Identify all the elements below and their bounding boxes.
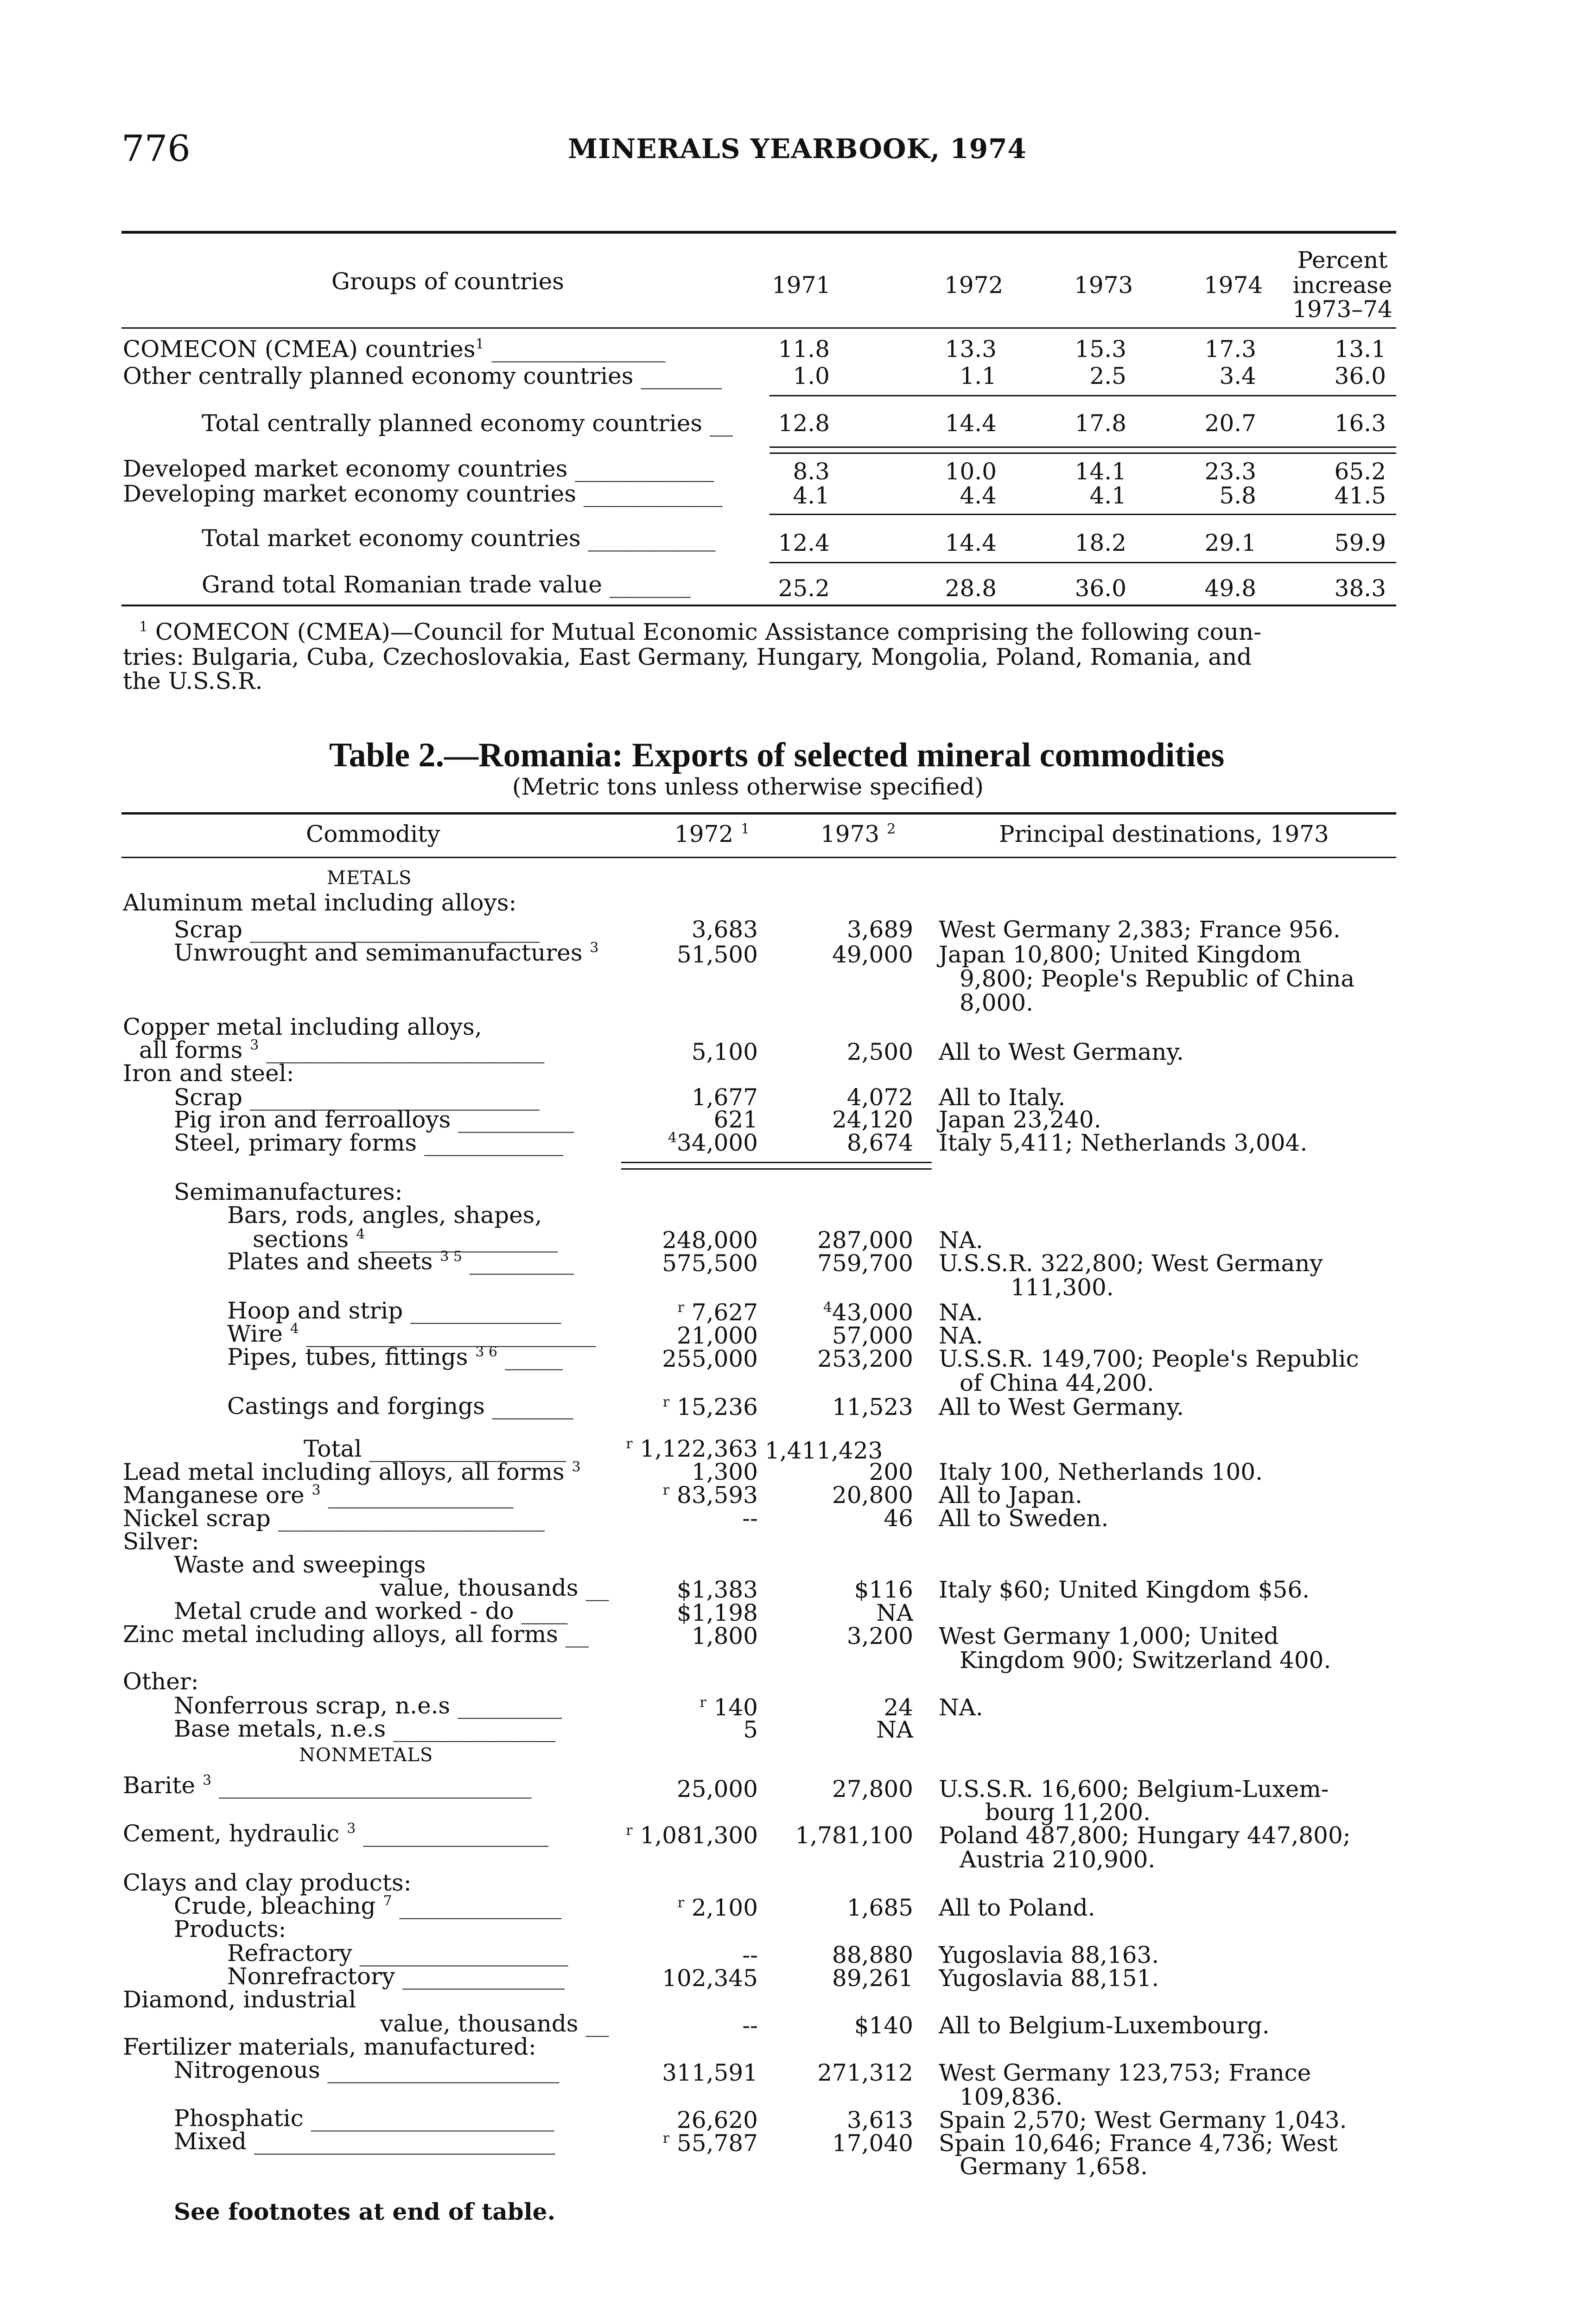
cell-text: __________________________: [254, 2128, 555, 2155]
cell-text: _____: [504, 1344, 563, 1370]
cell-text: _________________________: [249, 916, 540, 943]
cell-text: 311,591: [662, 2059, 758, 2086]
cell-text: 1,781,100: [795, 1822, 913, 1849]
cell-text: Pig iron and ferroalloys: [174, 1106, 451, 1133]
cell-text: 20,800: [832, 1482, 913, 1509]
cell-text: ______________: [393, 1715, 556, 1742]
cell-text: 3: [590, 940, 599, 956]
cell-text: 46: [884, 1505, 913, 1532]
cell-text: 8,000.: [960, 989, 1034, 1016]
cell-text: NA: [876, 1716, 913, 1743]
cell-text: 4: [356, 1226, 365, 1242]
cell-text: 248,000: [662, 1227, 758, 1254]
cell-text: Nitrogenous: [174, 2057, 320, 2083]
leader-dots: __: [709, 410, 733, 437]
cell-text: _________________: [369, 1435, 566, 1462]
t1-footnote-line3: the U.S.S.R.: [123, 668, 263, 694]
cell-text: 3: [572, 1459, 581, 1475]
cell-text: Germany 1,658.: [960, 2153, 1148, 2180]
cell-text: Japan 10,800; United Kingdom: [939, 941, 1302, 968]
cell-text: Spain 10,646; France 4,736; West: [939, 2130, 1338, 2157]
cell-text: 1972: [674, 821, 734, 847]
cell-text: ___________________________: [219, 1772, 532, 1799]
cell-text: Nonrefractory: [227, 1963, 395, 1990]
cell-text: 3,683: [691, 916, 758, 943]
t1-col-1974: 1974: [1204, 272, 1263, 299]
t2-col-1973: [820, 822, 896, 846]
cell-text: Poland 487,800; Hungary 447,800;: [939, 1822, 1351, 1849]
cell-text: 57,000: [832, 1322, 913, 1349]
cell-text: ________________________: [266, 1037, 545, 1063]
cell-text: Unwrought and semimanufactures: [174, 939, 583, 966]
cell-text: Wire: [227, 1320, 283, 1347]
t2-col-1972: [674, 822, 750, 846]
cell-pct: 41.5: [1334, 482, 1386, 509]
cell-text: ________________: [363, 1820, 549, 1847]
cell-text: 8,674: [846, 1129, 913, 1156]
t1-rule: [769, 562, 1396, 563]
cell-text: 11,523: [832, 1394, 913, 1420]
cell-text: _______________________: [278, 1505, 545, 1532]
t2-rule: [621, 1168, 932, 1170]
cell-1974: 17.3: [1204, 336, 1256, 363]
cell-text: Plates and sheets: [227, 1248, 433, 1275]
cell-text: Manganese ore: [123, 1482, 305, 1509]
cell-text: _________________________: [306, 1320, 596, 1347]
cell-1974: 23.3: [1204, 458, 1256, 485]
cell-text: 21,000: [677, 1322, 758, 1349]
cell-text: 89,261: [832, 1965, 913, 1992]
cell-text: Crude, bleaching: [174, 1892, 376, 1919]
cell-text: 4,072: [846, 1084, 913, 1111]
cell-text: Lead metal including alloys, all forms: [123, 1458, 565, 1485]
cell-text: U.S.S.R. 149,700; People's Republic: [939, 1345, 1359, 1372]
t1-col-1971: 1971: [772, 272, 831, 299]
cell-text: _________: [469, 1248, 574, 1275]
list-item: Fertilizer materials, manufactured:: [123, 2033, 536, 2060]
cell-text: 17,040: [832, 2130, 913, 2157]
cell-text: Total: [304, 1435, 362, 1462]
cell-text: Base metals, n.e.s: [174, 1715, 386, 1742]
cell-1974: 5.8: [1219, 482, 1256, 509]
cell-text: NA.: [939, 1694, 983, 1721]
list-item: Copper metal including alloys,: [123, 1013, 482, 1040]
table2-top-rule: [121, 812, 1396, 815]
table2-header-rule: [121, 857, 1396, 858]
cell-text: 1: [741, 821, 750, 837]
cell-text: 2,500: [846, 1038, 913, 1065]
list-item: Bars, rods, angles, shapes,: [227, 1202, 542, 1229]
cell-text: 7,627: [691, 1299, 758, 1326]
cell-text: West Germany 2,383; France 956.: [939, 916, 1341, 943]
leader-dots: _______________: [491, 336, 666, 363]
cell-text: $1,383: [677, 1576, 758, 1603]
cell-pct: 38.3: [1334, 575, 1386, 602]
cell-text: _________________________: [249, 1084, 540, 1111]
cell-text: r: [662, 1482, 670, 1498]
cell-text: r: [662, 2130, 670, 2146]
cell-text: Refractory: [227, 1940, 352, 1967]
cell-1972: 1.1: [960, 363, 997, 389]
cell-text: Yugoslavia 88,163.: [939, 1942, 1159, 1968]
cell-text: --: [742, 2012, 758, 2039]
t1-col-pct-3: 1973–74: [1292, 296, 1393, 323]
cell-1971: 1.0: [793, 363, 830, 389]
cell-text: --: [742, 1942, 758, 1968]
cell-text: ____: [521, 1598, 568, 1624]
cell-text: 1,411,423: [765, 1437, 883, 1464]
cell-text: 49,000: [832, 941, 913, 968]
cell-text: Castings and forgings: [227, 1393, 485, 1420]
cell-text: ____________________: [327, 2057, 560, 2083]
footnote-ref: 1: [475, 336, 484, 352]
cell-text: $140: [854, 2012, 913, 2039]
cell-text: of China 44,200.: [960, 1369, 1154, 1396]
cell-text: r: [677, 1895, 684, 1911]
cell-text: U.S.S.R. 322,800; West Germany: [939, 1250, 1323, 1277]
cell-text: 5,100: [691, 1038, 758, 1065]
cell-text: Spain 2,570; West Germany 1,043.: [939, 2107, 1347, 2133]
row-label: Total market economy countries: [202, 525, 581, 552]
cell-text: Hoop and strip: [227, 1297, 403, 1324]
cell-text: 102,345: [662, 1965, 758, 1992]
cell-1972: 10.0: [945, 458, 997, 485]
cell-text: 200: [869, 1458, 913, 1485]
cell-1971: 11.8: [778, 336, 830, 363]
cell-text: Italy 100, Netherlands 100.: [939, 1458, 1263, 1485]
cell-text: Scrap: [174, 916, 242, 943]
t2-col-destinations: Principal destinations, 1973: [999, 821, 1329, 847]
cell-text: 3 5: [440, 1248, 463, 1265]
cell-pct: 59.9: [1334, 529, 1386, 556]
cell-text: All to Belgium-Luxembourg.: [939, 2012, 1270, 2039]
cell-text: NA.: [939, 1322, 983, 1349]
section-heading-nonmetals: NONMETALS: [299, 1745, 433, 1766]
leader-dots: ___________: [588, 525, 716, 552]
cell-text: Phosphatic: [174, 2105, 304, 2132]
cell-text: 9,800; People's Republic of China: [960, 965, 1355, 992]
cell-text: Yugoslavia 88,151.: [939, 1965, 1159, 1992]
cell-text: 759,700: [817, 1250, 913, 1277]
cell-1973: 4.1: [1089, 482, 1126, 509]
cell-text: _________: [458, 1692, 562, 1719]
cell-text: Austria 210,900.: [960, 1846, 1156, 1873]
cell-text: All to West Germany.: [939, 1394, 1184, 1420]
cell-text: 575,500: [662, 1250, 758, 1277]
see-footnotes-note: See footnotes at end of table.: [174, 2198, 555, 2225]
cell-text: Nonferrous scrap, n.e.s: [174, 1692, 451, 1719]
cell-text: NA.: [939, 1227, 983, 1254]
cell-text: 255,000: [662, 1345, 758, 1372]
row-label: COMECON (CMEA) countries: [123, 336, 476, 363]
cell-text: 34,000: [677, 1129, 758, 1156]
cell-text: 271,312: [817, 2059, 913, 2086]
page-number: 776: [121, 128, 191, 170]
cell-text: ________________: [372, 1226, 558, 1253]
cell-text: ____________: [424, 1129, 563, 1156]
cell-text: 1,685: [846, 1894, 913, 1921]
cell-text: r: [677, 1299, 684, 1316]
cell-text: 2: [887, 821, 896, 837]
cell-text: 4: [823, 1299, 833, 1316]
cell-text: $116: [854, 1576, 913, 1603]
cell-text: value, thousands: [380, 1574, 579, 1601]
leader-dots: ____________: [583, 480, 723, 507]
cell-1973: 2.5: [1089, 363, 1126, 389]
row-label: Other centrally planned economy countries: [123, 363, 634, 389]
row-label: Developing market economy countries: [123, 480, 577, 507]
t2-rule: [621, 1162, 932, 1163]
t1-col-pct-2: increase: [1292, 272, 1393, 299]
section-heading-metals: METALS: [327, 867, 412, 889]
cell-text: All to Sweden.: [939, 1505, 1109, 1532]
cell-text: 287,000: [817, 1227, 913, 1254]
cell-text: __________: [458, 1106, 574, 1133]
cell-text: _____________________: [311, 2105, 554, 2132]
cell-text: 3: [347, 1821, 356, 1837]
cell-1971: 12.4: [778, 529, 830, 556]
cell-text: Scrap: [174, 1084, 242, 1111]
cell-text: U.S.S.R. 16,600; Belgium-Luxem-: [939, 1776, 1329, 1802]
cell-text: 43,000: [832, 1299, 913, 1326]
cell-text: __: [585, 2010, 609, 2037]
cell-text: Zinc metal including alloys, all forms: [123, 1621, 558, 1648]
cell-text: All to West Germany.: [939, 1038, 1184, 1065]
cell-text: All to Japan.: [939, 1482, 1082, 1509]
cell-text: Mixed: [174, 2128, 247, 2155]
cell-text: 88,880: [832, 1942, 913, 1968]
cell-text: 3: [203, 1772, 212, 1789]
list-item: Silver:: [123, 1528, 199, 1555]
t1-footnote-line2: tries: Bulgaria, Cuba, Czechoslovakia, East Germany, Hungary, Mongolia, Poland, Romania, and: [123, 643, 1252, 670]
table1-bottom-rule: [121, 605, 1396, 606]
row-label: Developed market economy countries: [123, 455, 568, 482]
cell-1971: 8.3: [793, 458, 830, 485]
cell-text: Metal crude and worked: [174, 1598, 463, 1624]
t1-col-1972: 1972: [944, 272, 1004, 299]
cell-text: 26,620: [677, 2107, 758, 2133]
cell-text: 1973: [820, 821, 880, 847]
cell-text: 3,689: [846, 916, 913, 943]
cell-text: 1,800: [691, 1623, 758, 1649]
cell-text: 253,200: [817, 1345, 913, 1372]
table1-top-rule: [121, 231, 1396, 234]
cell-1971: 12.8: [778, 410, 830, 437]
cell-text: 140: [713, 1694, 758, 1721]
cell-text: 51,500: [677, 941, 758, 968]
cell-1972: 4.4: [960, 482, 997, 509]
cell-text: 5: [743, 1716, 758, 1743]
cell-text: 2,100: [691, 1894, 758, 1921]
t1-col-1973: 1973: [1074, 272, 1133, 299]
cell-text: 15,236: [677, 1394, 758, 1420]
row-label: Grand total Romanian trade value: [202, 571, 602, 598]
cell-text: 3: [312, 1482, 321, 1498]
row-label: Total centrally planned economy countries: [202, 410, 703, 437]
cell-text: 1,677: [691, 1084, 758, 1111]
cell-text: $1,198: [677, 1599, 758, 1626]
cell-text: 24,120: [832, 1106, 913, 1133]
cell-text: Cement, hydraulic: [123, 1820, 340, 1847]
cell-text: Italy 5,411; Netherlands 3,004.: [939, 1129, 1308, 1156]
cell-text: sections: [253, 1226, 349, 1253]
cell-1973: 36.0: [1075, 575, 1126, 602]
cell-text: 24: [884, 1694, 913, 1721]
cell-1974: 3.4: [1219, 363, 1256, 389]
cell-text: NA: [876, 1599, 913, 1626]
cell-text: 4: [290, 1321, 299, 1337]
cell-text: r: [662, 1394, 670, 1410]
list-item: Iron and steel:: [123, 1060, 294, 1087]
cell-text: __________________: [359, 1940, 568, 1967]
cell-1972: 14.4: [945, 529, 997, 556]
cell-text: 1,081,300: [640, 1822, 758, 1849]
cell-1974: 20.7: [1204, 410, 1256, 437]
leader-dots: _______: [641, 363, 722, 389]
cell-text: 3: [250, 1037, 259, 1053]
cell-text: --: [742, 1505, 758, 1532]
cell-text: NA.: [939, 1299, 983, 1326]
cell-text: _____________: [410, 1297, 561, 1324]
cell-text: Italy $60; United Kingdom $56.: [939, 1576, 1310, 1603]
cell-text: 25,000: [677, 1776, 758, 1802]
t1-col-groups: Groups of countries: [331, 268, 564, 295]
cell-text: ________________: [328, 1482, 514, 1509]
t1-subtotal-rule: [769, 395, 1396, 396]
t2-col-commodity: Commodity: [306, 821, 440, 847]
cell-text: r: [699, 1694, 706, 1711]
cell-text: 3,613: [846, 2107, 913, 2133]
cell-text: 621: [713, 1106, 758, 1133]
leader-dots: _______: [609, 571, 691, 598]
cell-text: 3,200: [846, 1623, 913, 1649]
table2-title: Table 2.—Romania: Exports of selected mineral commodities: [329, 736, 1225, 774]
cell-pct: 16.3: [1334, 410, 1386, 437]
cell-text: West Germany 1,000; United: [939, 1623, 1279, 1649]
t1-rule: [769, 446, 1396, 448]
cell-text: _______: [492, 1393, 573, 1420]
cell-text: value, thousands: [380, 2010, 579, 2037]
cell-1974: 49.8: [1204, 575, 1256, 602]
cell-text: Japan 23,240.: [939, 1106, 1101, 1133]
cell-text: 7: [383, 1893, 392, 1909]
cell-text: 1,300: [691, 1458, 758, 1485]
table1-header-rule: [121, 327, 1396, 329]
list-item: Semimanufactures:: [174, 1178, 403, 1205]
cell-pct: 13.1: [1334, 336, 1386, 363]
cell-text: 109,836.: [960, 2083, 1063, 2110]
list-item: Products:: [174, 1916, 286, 1942]
cell-text: 83,593: [677, 1482, 758, 1509]
t1-col-pct-1: Percent: [1297, 247, 1388, 274]
cell-text: ______________: [399, 1892, 562, 1919]
cell-text: Barite: [123, 1772, 196, 1799]
cell-text: 3 6: [475, 1344, 498, 1360]
list-item: Other:: [123, 1668, 199, 1695]
cell-1971: 4.1: [793, 482, 830, 509]
cell-1971: 25.2: [778, 575, 830, 602]
cell-pct: 65.2: [1334, 458, 1386, 485]
cell-1973: 14.1: [1075, 458, 1126, 485]
cell-text: ______________: [402, 1963, 565, 1990]
cell-1973: 17.8: [1075, 410, 1126, 437]
cell-text: - do: [470, 1598, 514, 1624]
cell-text: Pipes, tubes, fittings: [227, 1344, 468, 1370]
cell-1972: 13.3: [945, 336, 997, 363]
t1-footnote-line1: [139, 620, 1261, 643]
cell-text: Kingdom 900; Switzerland 400.: [960, 1647, 1331, 1674]
cell-text: 4: [668, 1130, 677, 1146]
cell-text: 55,787: [677, 2130, 758, 2157]
cell-text: Nickel scrap: [123, 1505, 271, 1532]
footnote-mark: 1: [139, 619, 148, 635]
cell-text: all forms: [139, 1037, 243, 1063]
cell-1973: 18.2: [1075, 529, 1126, 556]
cell-text: Steel, primary forms: [174, 1129, 417, 1156]
list-item: Aluminum metal including alloys:: [123, 889, 517, 916]
cell-1974: 29.1: [1204, 529, 1256, 556]
cell-1972: 14.4: [945, 410, 997, 437]
running-title: MINERALS YEARBOOK, 1974: [568, 133, 1027, 165]
cell-pct: 36.0: [1334, 363, 1386, 389]
cell-text: r: [626, 1822, 633, 1839]
cell-text: West Germany 123,753; France: [939, 2059, 1311, 2086]
list-item: Diamond, industrial: [123, 1986, 356, 2013]
t1-rule: [769, 514, 1396, 515]
footnote-text: COMECON (CMEA)—Council for Mutual Economic Assistance comprising the following coun-: [155, 618, 1262, 645]
cell-text: 1,122,363: [640, 1435, 758, 1462]
list-item: Waste and sweepings: [174, 1551, 426, 1578]
cell-text: All to Poland.: [939, 1894, 1095, 1921]
cell-1973: 15.3: [1075, 336, 1126, 363]
leader-dots: ____________: [575, 455, 714, 482]
cell-text: All to Italy.: [939, 1084, 1066, 1111]
cell-text: 27,800: [832, 1776, 913, 1802]
cell-text: bourg 11,200.: [985, 1799, 1151, 1826]
cell-1972: 28.8: [945, 575, 997, 602]
cell-text: 111,300.: [1011, 1274, 1114, 1301]
cell-text: __: [585, 1574, 609, 1601]
table2-subtitle: (Metric tons unless otherwise specified): [512, 773, 984, 800]
cell-text: r: [626, 1436, 633, 1452]
cell-text: __: [565, 1621, 589, 1648]
list-item: Clays and clay products:: [123, 1869, 412, 1896]
t1-rule: [769, 452, 1396, 454]
